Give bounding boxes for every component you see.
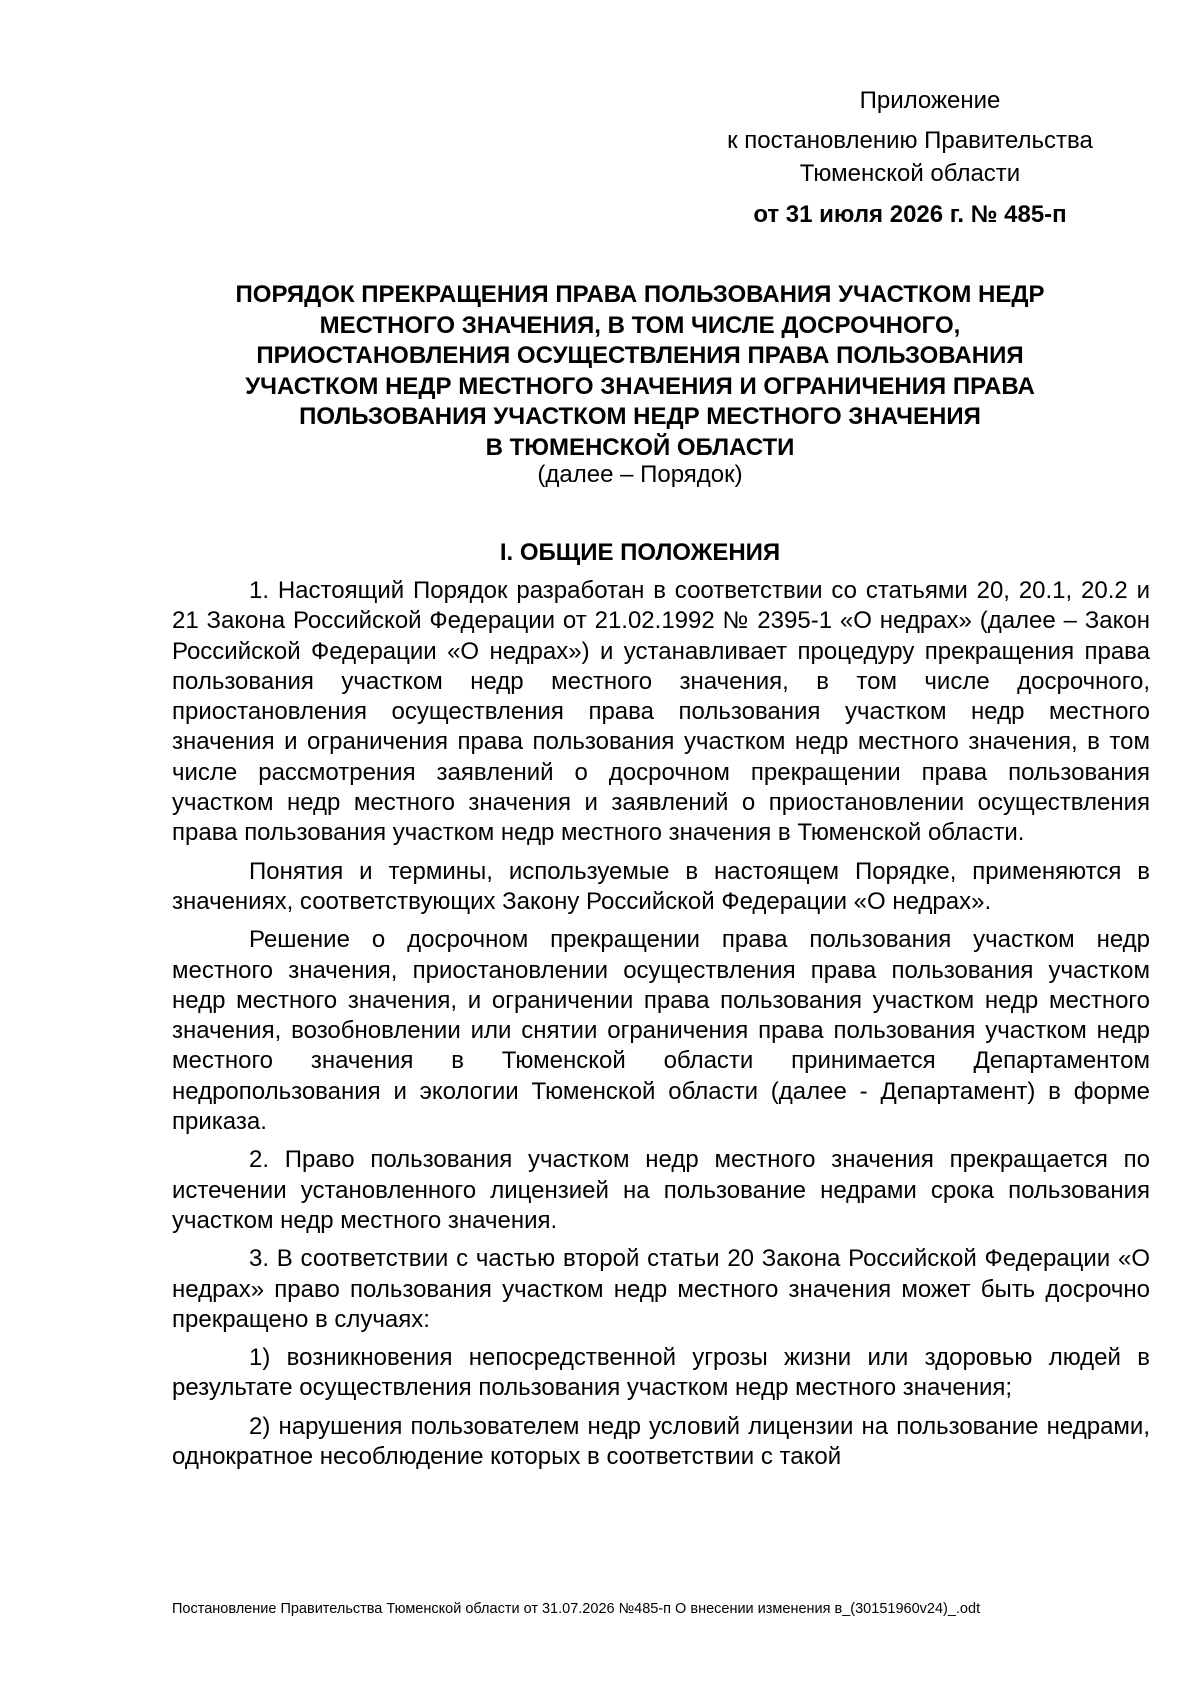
title-line: МЕСТНОГО ЗНАЧЕНИЯ, В ТОМ ЧИСЛЕ ДОСРОЧНОГО,: [319, 311, 961, 339]
paragraph: 3. В соответствии с частью второй статьи 20 Закона Российской Федерации «О недрах» право пользования участком недр местного значения может быть досрочно прекращено в случаях:: [172, 1245, 1150, 1333]
paragraph: Решение о досрочном прекращении права пользования участком недр местного значения, приостановлении осуществления права пользования участком недр местного значения, и ограничении права пользования участком недр местного значения, возобновлении или снятии ограничения права пользования участком недр местного значения в Тюменской области принимается Департаментом недропользования и экологии Тюменской области (далее - Департамент) в форме приказа.: [172, 926, 1150, 1136]
title-line: ПОРЯДОК ПРЕКРАЩЕНИЯ ПРАВА ПОЛЬЗОВАНИЯ УЧАСТКОМ НЕДР: [235, 281, 1045, 308]
document-title: [160, 280, 1120, 463]
paragraph: 2) нарушения пользователем недр условий лицензии на пользование недрами, однократное несоблюдение которых в соответствии с такой: [172, 1412, 1150, 1471]
region-name: Тюменской области: [799, 160, 1021, 187]
paragraph: 1) возникновения непосредственной угрозы жизни или здоровью людей в результате осуществления пользования участком недр местного значения;: [172, 1344, 1150, 1402]
appendix-label: Приложение: [859, 87, 1001, 114]
approval-block: [680, 84, 1140, 231]
section-heading: I. ОБЩИЕ ПОЛОЖЕНИЯ: [499, 539, 781, 566]
resolution-date-number: от 31 июля 2026 г. № 485-п: [753, 201, 1067, 228]
body-text: [172, 576, 1150, 1480]
title-line: ПОЛЬЗОВАНИЯ УЧАСТКОМ НЕДР МЕСТНОГО ЗНАЧЕНИЯ: [299, 403, 981, 430]
paragraph: 2. Право пользования участком недр местного значения прекращается по истечении установленного лицензией на пользование недрами срока пользования участком недр местного значения.: [172, 1146, 1150, 1234]
title-line: ПРИОСТАНОВЛЕНИЯ ОСУЩЕСТВЛЕНИЯ ПРАВА ПОЛЬЗОВАНИЯ: [256, 342, 1024, 369]
title-line: УЧАСТКОМ НЕДР МЕСТНОГО ЗНАЧЕНИЯ И ОГРАНИЧЕНИЯ ПРАВА: [245, 372, 1035, 400]
title-note: (далее – Порядок): [537, 461, 743, 488]
page-footer: Постановление Правительства Тюменской области от 31.07.2026 №485-п О внесении изменения в_(30151960v24)_.odt: [172, 1601, 981, 1617]
resolution-reference: к постановлению Правительства: [727, 127, 1093, 154]
paragraph: 1. Настоящий Порядок разработан в соответствии со статьями 20, 20.1, 20.2 и 21 Закона Российской Федерации от 21.02.1992 № 2395-1 «О недрах» (далее – Закон Российской Федерации «О недрах») и устанавливает процедуру прекращения права пользования участком недр местного значения, в том числе досрочного, приостановления осуществления права пользования участком недр местного значения и ограничения права пользования участком недр местного значения, в том числе рассмотрения заявлений о досрочном прекращении права пользования участком недр местного значения и заявлений о приостановлении осуществления права пользования участком недр местного значения в Тюменской области.: [172, 577, 1150, 847]
title-line: В ТЮМЕНСКОЙ ОБЛАСТИ: [485, 433, 795, 461]
paragraph: Понятия и термины, используемые в настоящем Порядке, применяются в значениях, соответствующих Закону Российской Федерации «О недрах».: [172, 857, 1150, 915]
